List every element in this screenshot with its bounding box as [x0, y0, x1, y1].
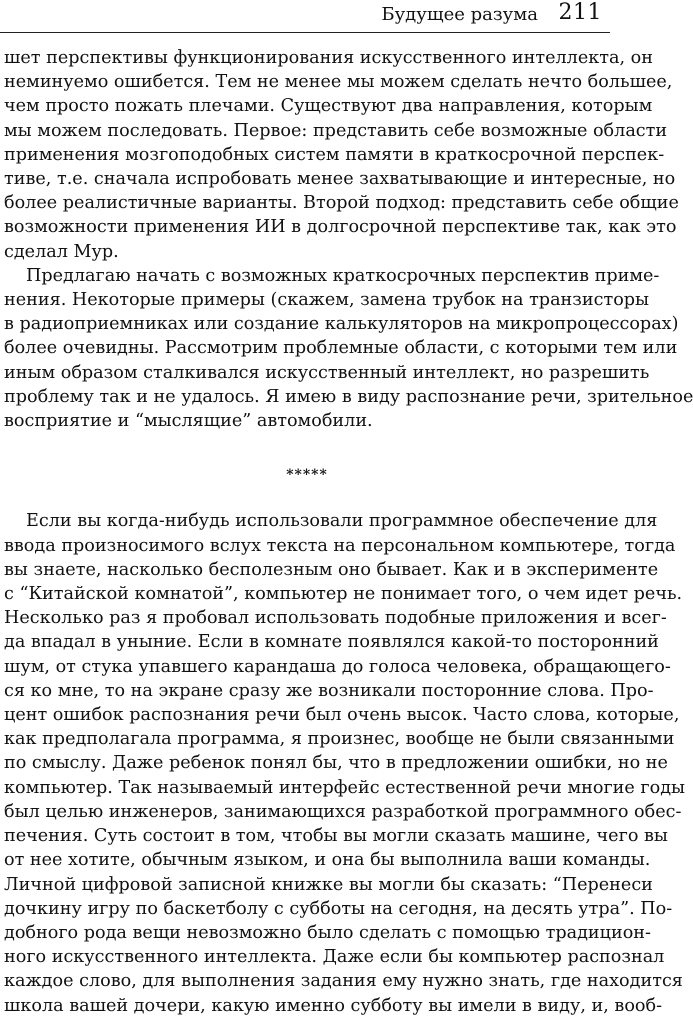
text-line: добного рода вещи невозможно было сделать с помощью традицион- [4, 922, 651, 943]
text-line: возможности применения ИИ в долгосрочной перспективе так, как это [4, 217, 677, 238]
body-text [4, 46, 693, 1018]
text-line: школа вашей дочери, какую именно субботу вы имели в виду, и, вооб- [4, 995, 663, 1016]
text-line: нения. Некоторые примеры (скажем, замена трубок на транзисторы [4, 290, 650, 311]
text-line: каждое слово, для выполнения задания ему нужно знать, где находится [4, 971, 683, 992]
paragraph [4, 264, 693, 433]
section-separator: ***** [286, 467, 328, 484]
text-line: от нее хотите, обычным языком, и она бы выполнила ваши команды. [4, 850, 651, 871]
text-line: Предлагаю начать с возможных краткосрочных перспектив приме- [26, 265, 660, 286]
text-line: как предполагала программа, я произнес, вообще не были связанными [4, 729, 675, 750]
text-line: с “Китайской комнатой”, компьютер не понимает того, о чем идет речь. [4, 584, 683, 605]
text-line: Если вы когда-нибудь использовали программное обеспечение для [26, 511, 658, 532]
paragraph [4, 509, 686, 1017]
text-line: неминуемо ошибется. Тем не менее мы можем сделать нечто большее, [4, 72, 673, 93]
text-line: да впадал в уныние. Если в комнате появлялся какой-то посторонний [4, 632, 659, 653]
text-line: дочкину игру по баскетболу с субботы на сегодня, на десять утра”. По- [4, 898, 673, 919]
text-line: цент ошибок распознания речи был очень высок. Часто слова, которые, [4, 705, 680, 726]
page-number: 211 [558, 0, 602, 25]
text-line: восприятие и “мыслящие” автомобили. [4, 411, 373, 432]
text-line: вы знаете, насколько бесполезным оно бывает. Как и в эксперименте [4, 559, 659, 580]
text-line: тиве, т.е. сначала испробовать менее захватывающие и интересные, но [4, 169, 676, 190]
text-section-after-break [4, 509, 686, 1017]
text-line: в радиоприемниках или создание калькуляторов на микропроцессорах) [4, 314, 679, 335]
text-line: сделал Мур. [4, 241, 119, 262]
text-line: Личной цифровой записной книжке вы могли бы сказать: “Перенеси [4, 874, 653, 895]
text-line: шет перспективы функционирования искусственного интеллекта, он [4, 48, 653, 68]
text-line: более реалистичные варианты. Второй подход: представить себе общие [4, 193, 679, 214]
text-line: проблему так и не удалось. Я имею в виду распознание речи, зрительное [4, 386, 693, 407]
text-line: более очевидны. Рассмотрим проблемные области, с которыми тем или [4, 338, 678, 359]
text-line: шум, от стука упавшего карандаша до голоса человека, обращающего- [4, 656, 671, 677]
text-line: применения мозгоподобных систем памяти в краткосрочной перспек- [4, 144, 665, 165]
text-line: чем просто пожать плечами. Существуют два направления, которым [4, 96, 653, 117]
text-line: компьютер. Так называемый интерфейс естественной речи многие годы [4, 777, 686, 798]
chapter-title: Будущее разума [381, 4, 538, 25]
running-header [0, 0, 610, 33]
text-line: ся ко мне, то на экране сразу же возникали посторонние слова. Про- [4, 680, 654, 701]
text-line: мы можем последовать. Первое: представить себе возможные области [4, 120, 668, 141]
text-line: был целью инженеров, занимающихся разработкой программного обес- [4, 801, 682, 822]
text-section-before-break [4, 46, 693, 433]
text-line: печения. Суть состоит в том, чтобы вы могли сказать машине, чего вы [4, 826, 668, 847]
text-line: по смыслу. Даже ребенок понял бы, что в предложении ошибки, но не [4, 753, 668, 774]
text-line: Несколько раз я пробовал использовать подобные приложения и всег- [4, 608, 667, 629]
text-line: ввода произносимого вслух текста на персональном компьютере, тогда [4, 535, 676, 556]
text-line: ного искусственного интеллекта. Даже если бы компьютер распознал [4, 947, 665, 968]
text-line: иным образом сталкивался искусственный интеллект, но разрешить [4, 362, 650, 383]
paragraph [4, 46, 679, 264]
